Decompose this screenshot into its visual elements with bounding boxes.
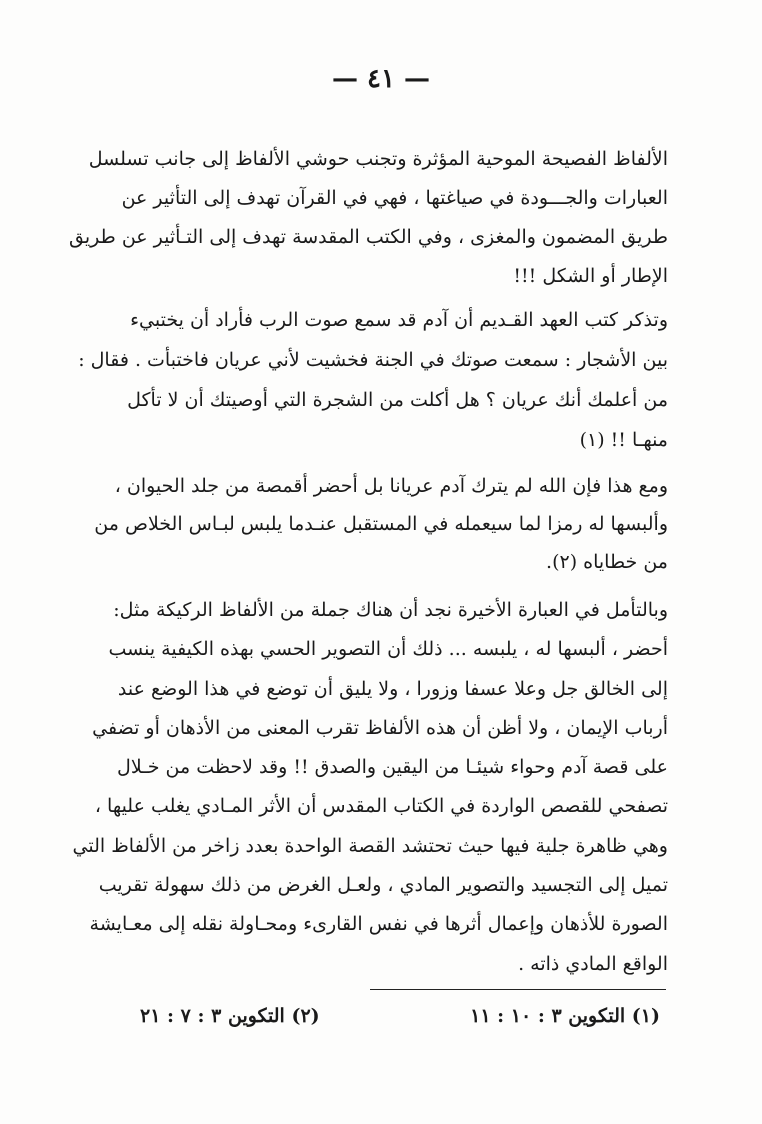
- footnote-divider: [370, 989, 666, 990]
- text-line: تميل إلى التجسيد والتصوير المادي ، ولعـل الغرض من ذلك سهولة تقريب: [98, 874, 668, 897]
- footnote-1: (١) التكوين ٣ : ١٠ : ١١: [470, 1005, 660, 1027]
- footnotes: [140, 998, 660, 1034]
- text-line: طريق المضمون والمغزى ، وفي الكتب المقدسة تهدف إلى التـأثير عن طريق: [69, 226, 668, 248]
- text-line: الألفاظ الفصيحة الموحية المؤثرة وتجنب حوشي الألفاظ إلى جانب تسلسل: [88, 148, 668, 170]
- text-line: بين الأشجار : سمعت صوتك في الجنة فخشيت لأني عريان فاختبأت . فقال :: [78, 349, 668, 371]
- text-line: وألبسها له رمزا لما سيعمله في المستقبل عنـدما يلبس لبـاس الخلاص من: [94, 513, 668, 535]
- paragraph-2: [78, 300, 668, 460]
- page-number: — ٤١ —: [331, 64, 431, 94]
- text-line: العبارات والجـــودة في صياغتها ، فهي في القرآن تهدف إلى التأثير عن: [121, 187, 668, 209]
- text-line: وتذكر كتب العهد القـديم أن آدم قد سمع صوت الرب فأراد أن يختبيء: [130, 309, 668, 331]
- paragraph-1: [69, 140, 668, 296]
- text-line: الإطار أو الشكل !!!: [513, 265, 668, 287]
- paragraph-4: [72, 591, 668, 984]
- text-line: الواقع المادي ذاته .: [518, 952, 668, 975]
- text-line: وبالتأمل في العبارة الأخيرة نجد أن هناك جملة من الألفاظ الركيكة مثل:: [113, 599, 668, 621]
- text-line: على قصة آدم وحواء شيئـا من اليقين والصدق !! وقد لاحظت من خـلال: [117, 756, 668, 779]
- paragraph-3: [94, 467, 668, 581]
- text-line: ومع هذا فإن الله لم يترك آدم عريانا بل أحضر أقمصة من جلد الحيوان ،: [114, 475, 668, 497]
- text-line: وهي ظاهرة جلية فيها حيث تحتشد القصة الواحدة بعدد زاخر من الألفاظ التي: [72, 834, 668, 857]
- text-line: تصفحي للقصص الواردة في الكتاب المقدس أن الأثر المـادي يغلب عليها ،: [94, 795, 668, 818]
- text-line: إلى الخالق جل وعلا عسفا وزورا ، ولا يليق أن توضع في هذا الوضع عند: [117, 677, 668, 700]
- text-line: أحضر ، ألبسها له ، يلبسه ... ذلك أن التصوير الحسي بهذه الكيفية ينسب: [108, 638, 668, 661]
- text-line: من خطاياه (٢).: [546, 551, 668, 573]
- text-line: من أعلمك أنك عريان ؟ هل أكلت من الشجرة التي أوصيتك أن لا تأكل: [127, 389, 668, 411]
- text-line: منهـا !! (١): [579, 429, 668, 451]
- text-line: الصورة للأذهان وإعمال أثرها في نفس القارىء ومحـاولة نقله إلى معـايشة: [89, 913, 668, 936]
- footnote-2: (٢) التكوين ٣ : ٧ : ٢١: [140, 1005, 320, 1027]
- text-line: أرباب الإيمان ، ولا أظن أن هذه الألفاظ تقرب المعنى من الأذهان أو تضفي: [92, 716, 668, 739]
